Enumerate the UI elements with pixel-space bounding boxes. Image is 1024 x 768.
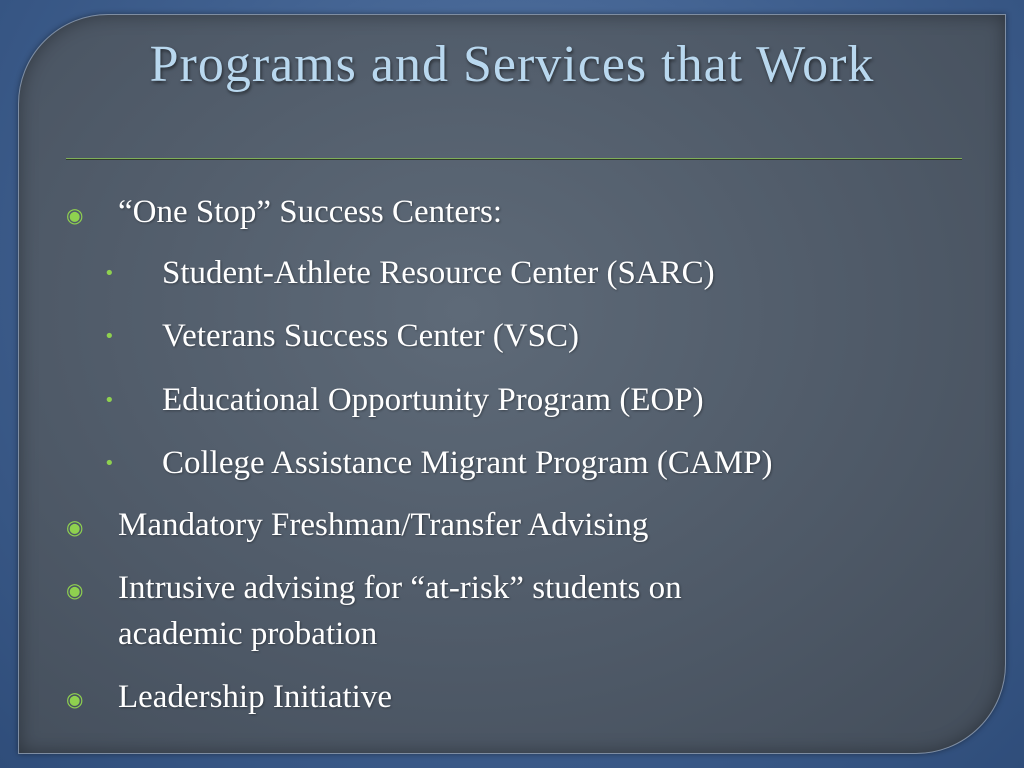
bullet-intrusive-advising: Intrusive advising for “at-risk” students on <box>118 570 682 606</box>
bullet-marker-icon: ◉ <box>66 578 84 602</box>
bullet-marker-icon: ◉ <box>66 687 84 711</box>
sub-bullet-vsc: Veterans Success Center (VSC) <box>162 318 579 354</box>
bullet-marker-icon: ◉ <box>66 203 84 227</box>
bullet-one-stop-centers: “One Stop” Success Centers: <box>118 194 502 230</box>
sub-bullet-marker-icon: • <box>104 453 115 474</box>
bullet-leadership-initiative: Leadership Initiative <box>118 679 392 715</box>
sub-bullet-sarc: Student-Athlete Resource Center (SARC) <box>162 255 715 291</box>
sub-bullet-marker-icon: • <box>104 263 115 284</box>
sub-bullet-eop: Educational Opportunity Program (EOP) <box>162 382 704 418</box>
sub-bullet-camp: College Assistance Migrant Program (CAMP) <box>162 445 773 481</box>
bullet-marker-icon: ◉ <box>66 515 84 539</box>
sub-bullet-marker-icon: • <box>104 326 115 347</box>
slide-title: Programs and Services that Work <box>149 36 875 93</box>
bullet-intrusive-advising-line2: academic probation <box>118 616 378 652</box>
bullet-mandatory-advising: Mandatory Freshman/Transfer Advising <box>118 507 649 543</box>
sub-bullet-marker-icon: • <box>104 390 115 411</box>
